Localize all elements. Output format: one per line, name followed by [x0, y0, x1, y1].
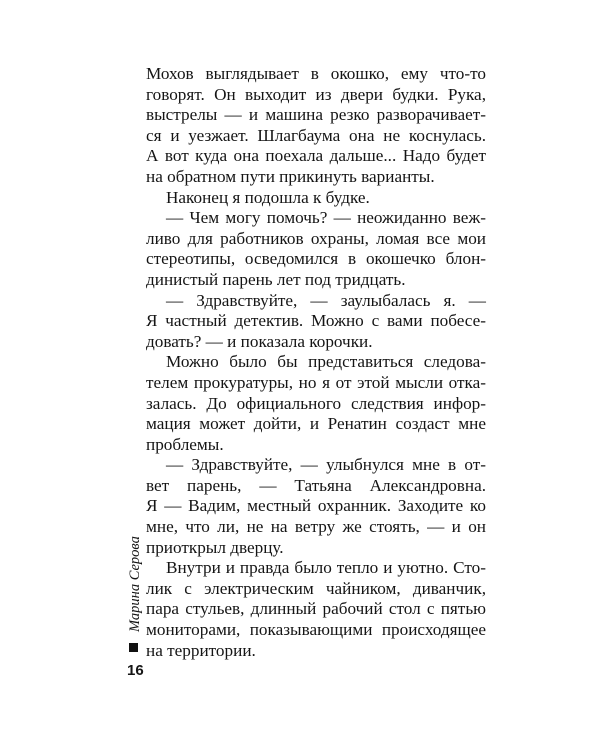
text-line: динистый парень лет под тридцать.	[146, 269, 406, 289]
text-line: Наконец я подошла к будке.	[166, 187, 370, 207]
text-line: ливо для работников охраны, ломая все мои	[146, 228, 486, 248]
text-line: Можно было бы представиться следова-	[166, 352, 486, 372]
text-line: залась. До официального следствия инфор-	[146, 393, 486, 413]
text-line: Я частный детектив. Можно с вами побесе-	[146, 311, 486, 331]
page-number: 16	[127, 662, 144, 679]
text-line: А вот куда она поехала дальше... Надо будет	[146, 146, 486, 166]
text-line: мация может дойти, и Ренатин создаст мне	[146, 414, 486, 434]
text-line: Я — Вадим, местный охранник. Заходите ко	[146, 496, 486, 516]
text-line: — Здравствуйте, — заулыбалась я. —	[166, 290, 486, 310]
text-line: выстрелы — и машина резко разворачивает-	[146, 105, 486, 125]
text-line: проблемы.	[146, 434, 224, 454]
text-line: Мохов выглядывает в окошко, ему что-то	[146, 64, 486, 83]
text-line: приоткрыл дверцу.	[146, 537, 284, 557]
text-line: — Чем могу помочь? — неожиданно веж-	[166, 208, 486, 228]
margin-square-marker	[129, 643, 138, 652]
text-line: мониторами, показывающими происходящее	[146, 620, 486, 640]
text-line: вет парень, — Татьяна Александровна.	[146, 475, 486, 495]
text-line: стереотипы, осведомился в окошечко блон-	[146, 249, 486, 269]
page-body-text	[146, 64, 486, 661]
text-line: на территории.	[146, 640, 256, 660]
text-line: Внутри и правда было тепло и уютно. Сто-	[166, 558, 486, 578]
text-line: лик с электрическим чайником, диванчик,	[146, 578, 486, 598]
text-line: говорят. Он выходит из двери будки. Рука,	[146, 84, 486, 104]
text-line: телем прокуратуры, но я от этой мысли отка-	[146, 372, 486, 392]
text-line: мне, что ли, не на ветру же стоять, — и он	[146, 517, 486, 537]
author-running-head: Марина Серова	[127, 536, 143, 632]
text-line: — Здравствуйте, — улыбнулся мне в от-	[166, 455, 486, 475]
text-line: ся и уезжает. Шлагбаума она не коснулась.	[146, 125, 486, 145]
text-line: на обратном пути прикинуть варианты.	[146, 166, 435, 186]
text-line: довать? — и показала корочки.	[146, 331, 373, 351]
text-line: пара стульев, длинный рабочий стол с пятью	[146, 599, 486, 619]
